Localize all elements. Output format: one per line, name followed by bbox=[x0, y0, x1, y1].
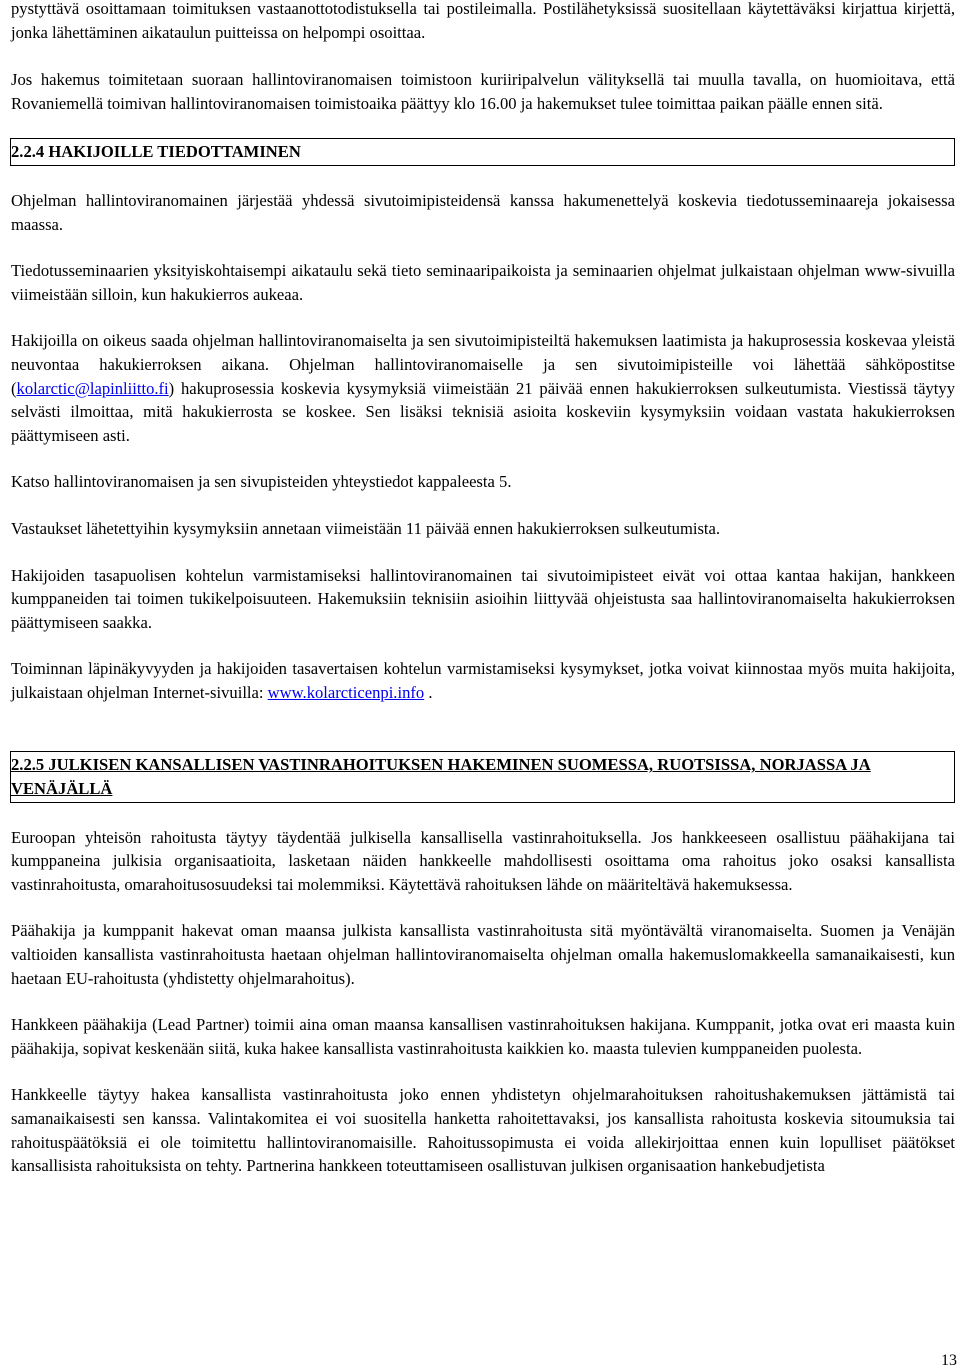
advice-text-end: ) hakuprosessia koskevia kysymyksiä viimeistään 21 päivää ennen hakukierroksen sulkeutumista. Viestissä täytyy selvästi ilmoittaa, mitä hakukierrosta se koskee. Sen lisäksi teknisiä asioita koskeviin kysymyksiin voidaan vastata hakukierroksen päättymiseen asti. bbox=[11, 378, 955, 445]
section-heading-2-2-4: 2.2.4 HAKIJOILLE TIEDOTTAMINEN bbox=[11, 142, 301, 162]
paragraph-applicant-advice bbox=[11, 329, 955, 447]
paragraph-seminar-schedule: Tiedotusseminaarien yksityiskohtaisempi aikataulu sekä tieto seminaaripaikoista ja seminaarien ohjelmat julkaistaan ohjelman www-sivuilla viimeistään silloin, kun hakukierros aukeaa. bbox=[11, 261, 955, 304]
paragraph-submission-proof: pystyttävä osoittamaan toimituksen vastaanottotodistuksella tai postileimalla. Postilähetyksissä suositellaan käytettäväksi kirjattua kirjettä, jonka lähettäminen aikataulun puitteissa on helpompi osoittaa. bbox=[11, 0, 955, 42]
paragraph-office-hours: Jos hakemus toimitetaan suoraan hallintoviranomaisen toimistoon kuriiripalvelun välityksellä tai muulla tavalla, on huomioitava, että Rovaniemellä toimivan hallintoviranomaisen toimistoaika päättyy klo 16.00 ja hakemukset tulee toimittaa paikan päälle ennen sitä. bbox=[11, 70, 955, 113]
paragraph-lead-partner: Hankkeen päähakija (Lead Partner) toimii aina oman maansa kansallisen vastinrahoituksen hakijana. Kumppanit, jotka ovat eri maasta kuin päähakija, sopivat keskenään siitä, kuka hakee kansallista vastinrahoitusta kaikkien ko. maasta tulevien kumppaneiden puolesta. bbox=[11, 1015, 955, 1058]
paragraph-info-seminars: Ohjelman hallintoviranomainen järjestää yhdessä sivutoimipisteidensä kanssa hakumenettelyä koskevia tiedotusseminaareja jokaisessa maassa. bbox=[11, 190, 955, 234]
paragraph-funding-timing: Hankkeelle täytyy hakea kansallista vastinrahoitusta joko ennen yhdistetyn ohjelmarahoituksen rahoitushakemuksen jättämistä tai samanaikaisesti sen kanssa. Valintakomitea ei voi suositella hanketta rahoitettavaksi, jos kansallista rahoitusta koskevia sitoumuksia tai rahoituspäätöksiä ei ole toimitettu hallintoviranomaisille. Rahoitussopimusta ei voida allekirjoittaa ennen kuin lopulliset päätökset kansallisista rahoituksista on tehty. Partnerina hankkeen toteuttamiseen osallistuvan julkisen organisaation hankebudjetista bbox=[11, 1085, 955, 1176]
section-heading-2-2-5: 2.2.5 JULKISEN KANSALLISEN VASTINRAHOITUKSEN HAKEMINEN SUOMESSA, RUOTSISSA, NORJASSA JA VENÄJÄLLÄ bbox=[11, 755, 871, 799]
paragraph-national-funding: Päähakija ja kumppanit hakevat oman maansa julkista kansallista vastinrahoitusta sitä myöntävältä viranomaiselta. Suomen ja Venäjän valtioiden kansallista vastinrahoitusta haetaan ohjelman hallintoviranomaiselta ohjelman omalla hakemuslomakkeella samanaikaisesti, kun haetaan EU-rahoitusta (yhdistetty ohjelmarahoitus). bbox=[11, 921, 955, 988]
transparency-text-end: . bbox=[424, 682, 433, 702]
email-link[interactable]: kolarctic@lapinliitto.fi bbox=[16, 378, 169, 398]
document-page bbox=[11, 0, 955, 1178]
advice-text-start: Hakijoilla on oikeus saada ohjelman hallintoviranomaiselta ja sen sivutoimipisteiltä hakemuksen laatimista ja hakuprosessia koskevaa yleistä neuvontaa hakukierroksen aikana. Ohjelman hallintoviranomaiselle ja sen sivutoimipisteille voi lähettää sähköpostitse ( bbox=[11, 331, 955, 398]
paragraph-eu-cofinancing: Euroopan yhteisön rahoitusta täytyy täydentää julkisella kansallisella vastinrahoituksella. Jos hankkeeseen osallistuu päähakijana tai kumppaneina julkisia organisaatioita, lasketaan näiden hankkeelle mahdollisesti osoittama oma rahoitus joko osaksi kansallista vastinrahoitusta, omarahoitusosuudeksi tai molemmiksi. Käytettävä rahoituksen lähde on määriteltävä hakemuksessa. bbox=[11, 827, 955, 894]
paragraph-contact-reference: Katso hallintoviranomaisen ja sen sivupisteiden yhteystiedot kappaleesta 5. bbox=[11, 472, 512, 492]
page-number: 13 bbox=[941, 1352, 957, 1369]
transparency-text-start: Toiminnan läpinäkyvyyden ja hakijoiden tasavertaisen kohtelun varmistamiseksi kysymykset, jotka voivat kiinnostaa myös muita hakijoita, julkaistaan ohjelman Internet-sivuilla: bbox=[11, 659, 955, 702]
paragraph-equal-treatment: Hakijoiden tasapuolisen kohtelun varmistamiseksi hallintoviranomainen tai sivutoimipisteet eivät voi ottaa kantaa hakijan, hankkeen kumppaneiden tai toimen tukikelpoisuuteen. Hakemuksiin teknisiin asioihin liittyvää ohjeistusta saa hallintoviranomaiselta hakukierroksen päättymiseen saakka. bbox=[11, 565, 955, 632]
website-link[interactable]: www.kolarcticenpi.info bbox=[267, 682, 425, 702]
section-heading-2-2-5-box bbox=[10, 751, 955, 802]
paragraph-answer-deadline: Vastaukset lähetettyihin kysymyksiin annetaan viimeistään 11 päivää ennen hakukierroksen sulkeutumista. bbox=[11, 518, 721, 538]
section-heading-2-2-4-box bbox=[10, 138, 955, 166]
paragraph-transparency bbox=[11, 657, 955, 704]
